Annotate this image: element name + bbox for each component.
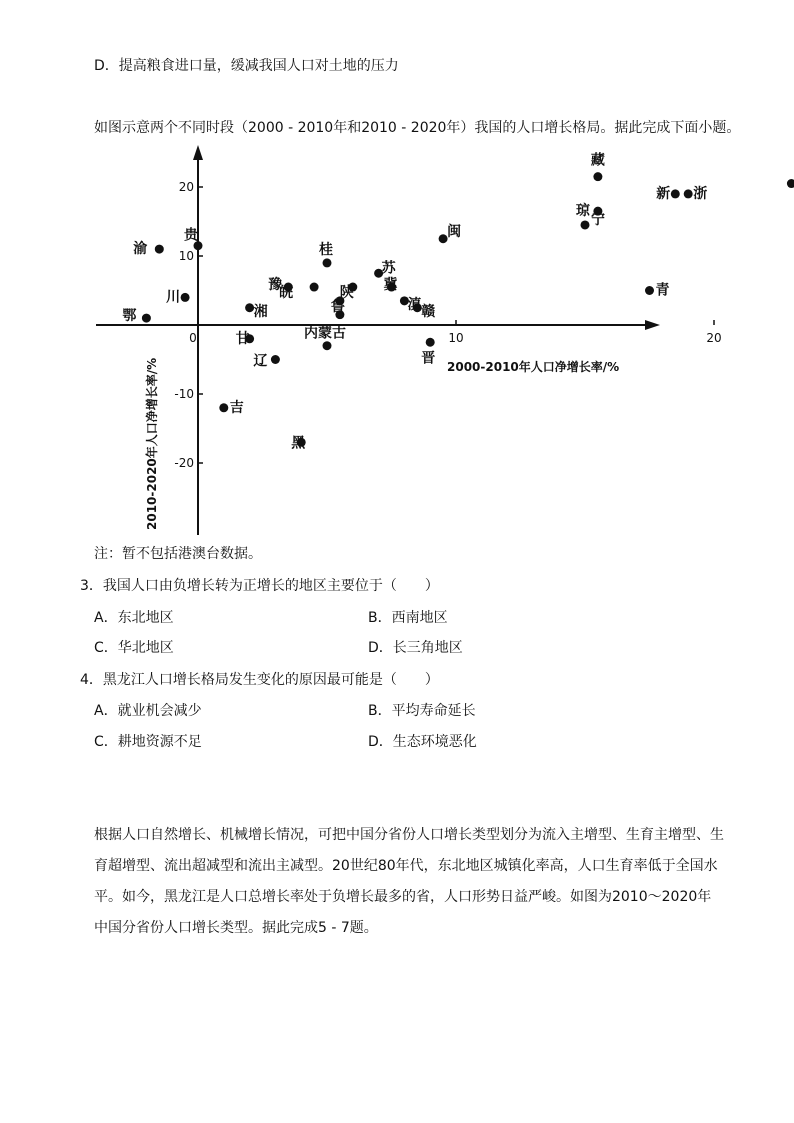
chart-x-tick-label: 20 (706, 331, 722, 345)
data-point (219, 403, 228, 412)
question-intro: 如图示意两个不同时段（2000 - 2010年和2010 - 2020年）我国的人口增长格局。据此完成下面小题。 (94, 120, 741, 136)
question-3-option-c[interactable]: C．华北地区 (94, 640, 174, 656)
chart-x-tick-label: 0 (189, 331, 197, 345)
data-point (323, 341, 332, 350)
question-3-stem: 3．我国人口由负增长转为正增长的地区主要位于（ ） (80, 578, 439, 594)
province-label: 豫 (268, 277, 283, 294)
data-point (787, 179, 794, 188)
question-3-option-a[interactable]: A．东北地区 (94, 610, 174, 626)
province-label: 皖 (279, 285, 294, 302)
province-label: 陕 (339, 285, 354, 302)
province-label: 藏 (590, 152, 605, 169)
data-point (310, 283, 319, 292)
province-label: 青 (655, 282, 670, 299)
chart-x-axis-arrow (645, 320, 660, 330)
data-point (671, 189, 680, 198)
data-point (426, 338, 435, 347)
province-label: 辽 (253, 353, 268, 370)
chart-y-axis-arrow (193, 145, 203, 160)
data-point (323, 258, 332, 267)
province-label: 吉 (229, 399, 244, 416)
province-label: 内蒙古 (304, 325, 346, 342)
population-growth-scatter-chart (90, 140, 722, 540)
data-point (181, 293, 190, 302)
chart-y-axis-label: 2010-2020年人口净增长率/% (145, 357, 159, 530)
previous-option-d: D．提高粮食进口量，缓减我国人口对土地的压力 (94, 58, 399, 74)
question-4-option-c[interactable]: C．耕地资源不足 (94, 734, 202, 750)
reading-passage: 根据人口自然增长、机械增长情况，可把中国分省份人口增长类型划分为流入主增型、生育主增型、生育超增型、流出超减型和流出主减型。20世纪80年代，东北地区城镇化率高，人口生育率低于全国水平。如今，黑龙江是人口总增长率处于负增长最多的省，人口形势日益严峻。如图为2010～2020年中国分省份人口增长类型。据此完成5 - 7题。 (94, 827, 724, 936)
data-point (581, 220, 590, 229)
data-point (593, 172, 602, 181)
province-label: 鄂 (122, 308, 137, 325)
province-label: 苏 (381, 260, 396, 277)
question-3-option-b[interactable]: B．西南地区 (368, 610, 448, 626)
data-point (155, 245, 164, 254)
province-label: 川 (166, 289, 181, 306)
province-label: 冀 (383, 277, 398, 294)
question-4-option-a[interactable]: A．就业机会减少 (94, 703, 202, 719)
province-label: 浙 (693, 185, 708, 202)
province-label: 贵 (184, 227, 198, 244)
chart-x-tick-label: 10 (448, 331, 464, 345)
data-point (271, 355, 280, 364)
province-label: 桂 (319, 241, 333, 258)
province-label: 晋 (421, 350, 436, 367)
chart-x-axis-label: 2000-2010年人口净增长率/% (447, 360, 620, 374)
chart-note: 注：暂不包括港澳台数据。 (94, 546, 262, 562)
province-label: 滇 (407, 296, 422, 313)
question-3-option-d[interactable]: D．长三角地区 (368, 640, 463, 656)
province-label: 新 (656, 185, 671, 202)
chart-y-tick-label: -20 (174, 456, 194, 470)
question-4-option-b[interactable]: B．平均寿命延长 (368, 703, 476, 719)
chart-y-tick-label: -10 (174, 387, 194, 401)
question-4-stem: 4．黑龙江人口增长格局发生变化的原因最可能是（ ） (80, 672, 439, 688)
province-label: 黑 (291, 435, 306, 452)
province-label: 赣 (421, 303, 436, 320)
chart-y-tick-label: 10 (178, 249, 194, 263)
province-label: 甘 (235, 330, 250, 347)
province-label: 渝 (133, 241, 148, 258)
data-point (684, 189, 693, 198)
province-label: 鲁 (330, 298, 345, 315)
chart-y-tick-label: 20 (178, 180, 194, 194)
question-4-option-d[interactable]: D．生态环境恶化 (368, 734, 477, 750)
data-point (645, 286, 654, 295)
data-point (142, 314, 151, 323)
province-label: 湘 (253, 303, 268, 320)
province-label: 闽 (447, 223, 462, 240)
province-label: 宁 (591, 211, 605, 228)
province-label: 琼 (575, 203, 590, 220)
